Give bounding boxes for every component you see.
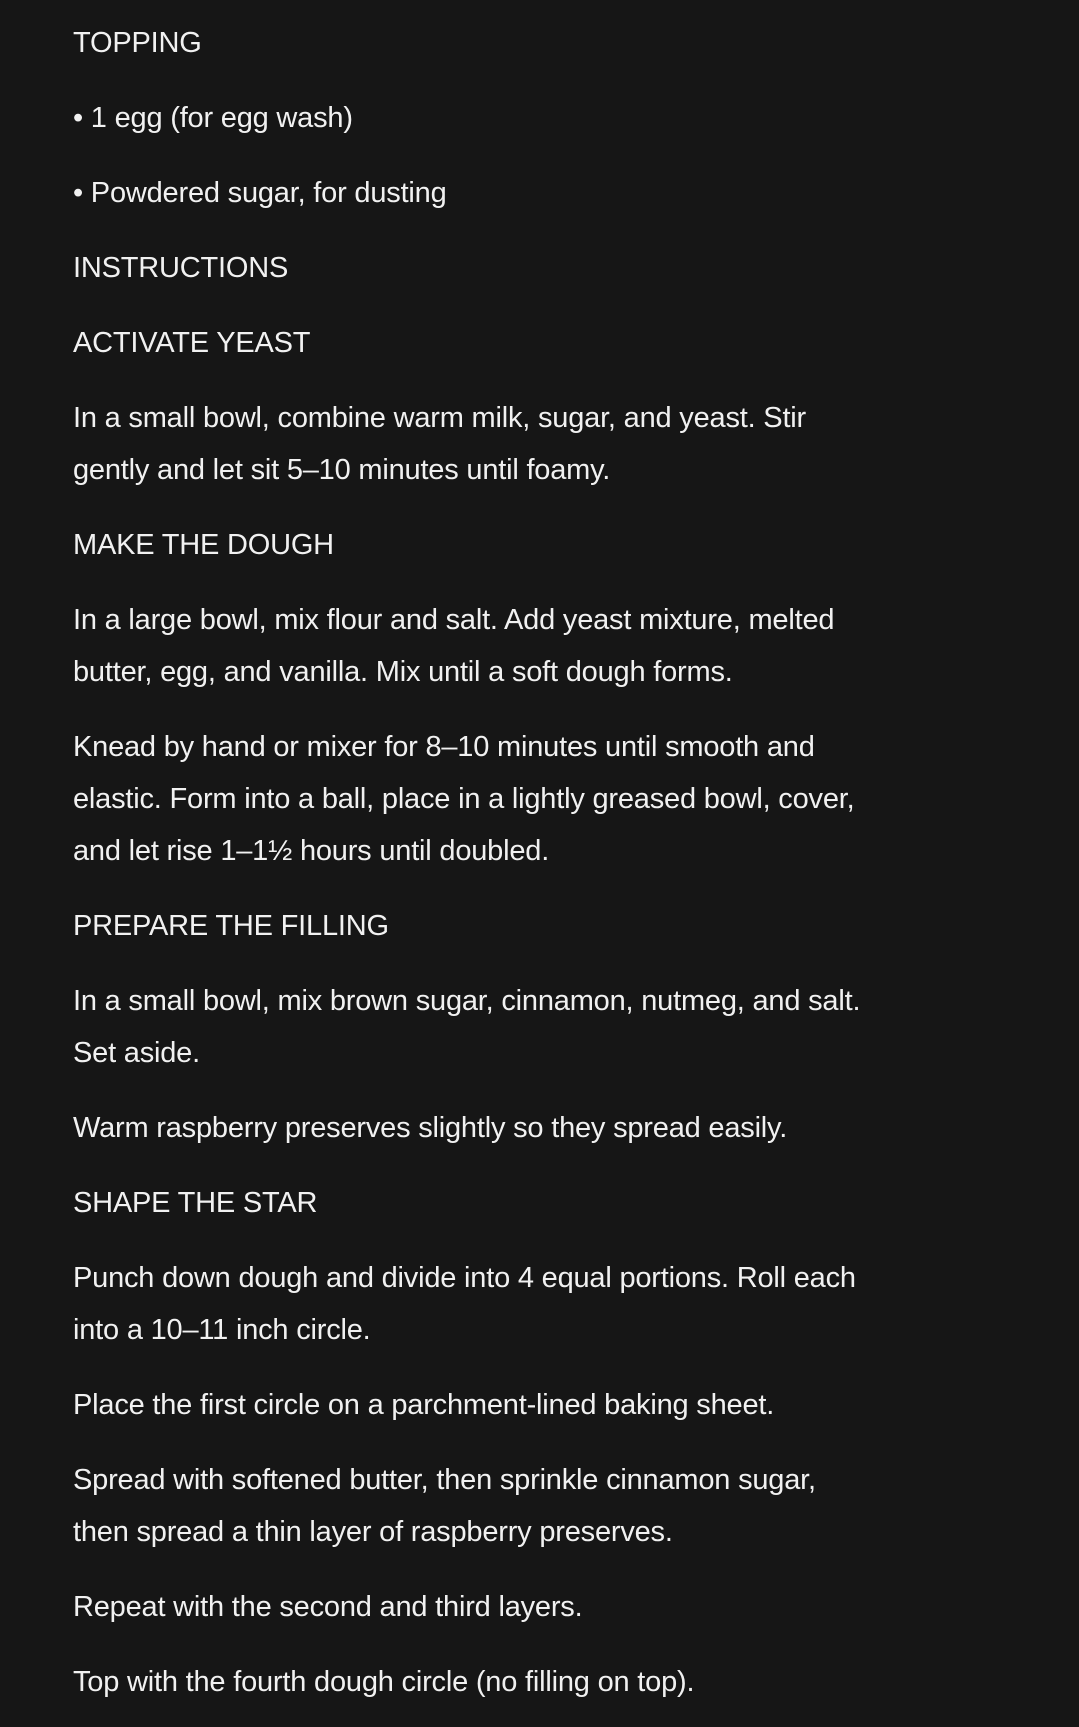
text-line: In a small bowl, combine warm milk, sugar, and yeast. Stir bbox=[73, 402, 807, 434]
step-repeat-layers bbox=[73, 1581, 1039, 1633]
text-line: In a large bowl, mix flour and salt. Add yeast mixture, melted bbox=[73, 604, 835, 636]
text-line: elastic. Form into a ball, place in a lightly greased bowl, cover, bbox=[73, 783, 855, 815]
step-mix-dough bbox=[73, 594, 1039, 698]
text-line: MAKE THE DOUGH bbox=[73, 529, 334, 561]
text-line: Spread with softened butter, then sprinkle cinnamon sugar, bbox=[73, 1464, 816, 1496]
step-knead-dough bbox=[73, 721, 1039, 877]
text-line: gently and let sit 5–10 minutes until foamy. bbox=[73, 454, 611, 486]
step-top-circle bbox=[73, 1656, 1039, 1708]
section-heading-shape-the-star bbox=[73, 1177, 1039, 1229]
text-line: Punch down dough and divide into 4 equal portions. Roll each bbox=[73, 1262, 856, 1294]
section-heading-prepare-the-filling bbox=[73, 900, 1039, 952]
step-first-circle bbox=[73, 1379, 1039, 1431]
section-heading-instructions bbox=[73, 242, 1039, 294]
text-line: TOPPING bbox=[73, 27, 202, 59]
text-line: Place the first circle on a parchment-lined baking sheet. bbox=[73, 1389, 775, 1421]
text-line: PREPARE THE FILLING bbox=[73, 910, 389, 942]
step-spread-layers bbox=[73, 1454, 1039, 1558]
bullet-item-egg-wash bbox=[73, 92, 1039, 144]
step-divide-dough bbox=[73, 1252, 1039, 1356]
text-line: INSTRUCTIONS bbox=[73, 252, 289, 284]
text-line: then spread a thin layer of raspberry preserves. bbox=[73, 1516, 673, 1548]
text-line: Warm raspberry preserves slightly so they spread easily. bbox=[73, 1112, 788, 1144]
text-line: Set aside. bbox=[73, 1037, 200, 1069]
text-line: into a 10–11 inch circle. bbox=[73, 1314, 371, 1346]
bullet-item-powdered-sugar bbox=[73, 167, 1039, 219]
text-line: Knead by hand or mixer for 8–10 minutes until smooth and bbox=[73, 731, 815, 763]
text-line: butter, egg, and vanilla. Mix until a soft dough forms. bbox=[73, 656, 733, 688]
text-line: and let rise 1–1½ hours until doubled. bbox=[73, 835, 550, 867]
step-warm-preserves bbox=[73, 1102, 1039, 1154]
text-line: • 1 egg (for egg wash) bbox=[73, 102, 353, 134]
step-mix-filling bbox=[73, 975, 1039, 1079]
section-heading-make-the-dough bbox=[73, 519, 1039, 571]
text-line: In a small bowl, mix brown sugar, cinnamon, nutmeg, and salt. bbox=[73, 985, 861, 1017]
step-activate-yeast bbox=[73, 392, 1039, 496]
text-line: • Powdered sugar, for dusting bbox=[73, 177, 447, 209]
section-heading-topping bbox=[73, 17, 1039, 69]
text-line: Repeat with the second and third layers. bbox=[73, 1591, 583, 1623]
text-line: Top with the fourth dough circle (no filling on top). bbox=[73, 1666, 695, 1698]
text-line: ACTIVATE YEAST bbox=[73, 327, 311, 359]
text-line: SHAPE THE STAR bbox=[73, 1187, 318, 1219]
section-heading-activate-yeast bbox=[73, 317, 1039, 369]
